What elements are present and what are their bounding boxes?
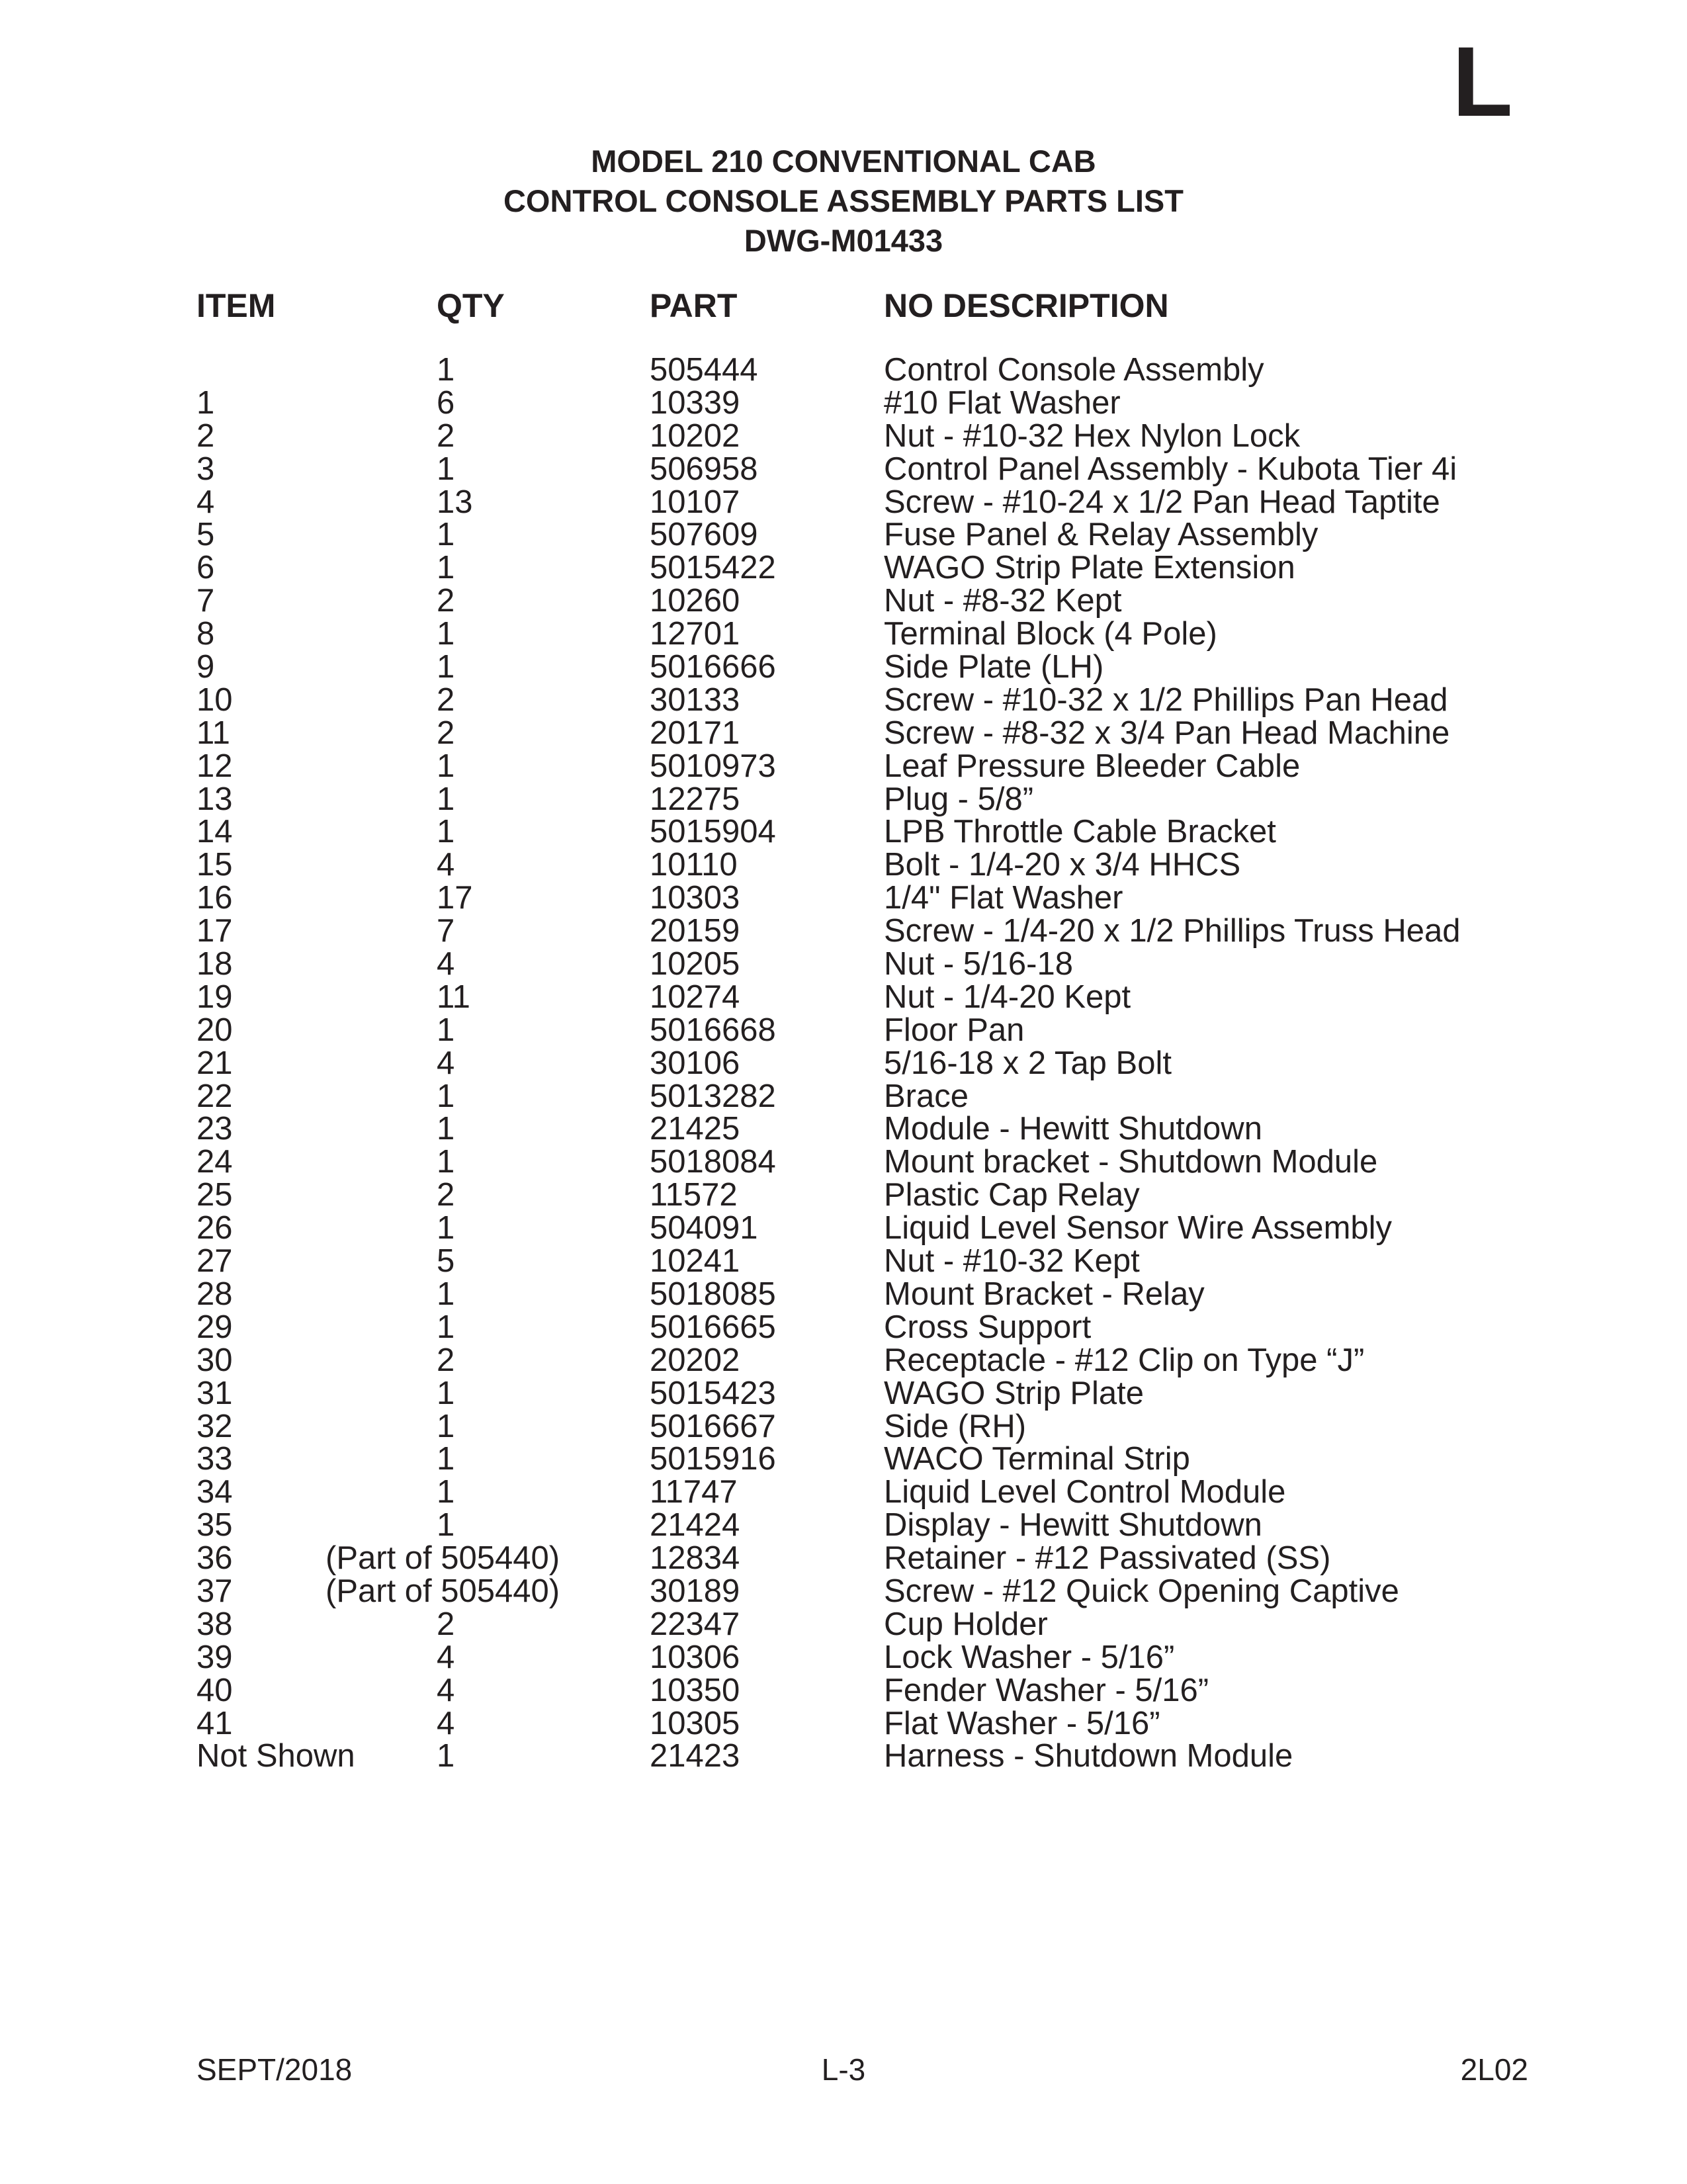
- item-cell: Not Shown: [196, 1738, 355, 1774]
- qty-cell: 1: [437, 748, 455, 784]
- description-cell: 1/4" Flat Washer: [884, 880, 1123, 916]
- qty-cell: 1: [437, 1210, 455, 1246]
- part-number-cell: 10339: [650, 384, 740, 421]
- table-row: [0, 849, 1687, 882]
- description-cell: Side (RH): [884, 1408, 1027, 1444]
- description-cell: Cross Support: [884, 1309, 1092, 1345]
- part-number-cell: 20202: [650, 1342, 740, 1378]
- part-number-cell: 11572: [650, 1177, 738, 1213]
- table-row: [0, 1278, 1687, 1311]
- footer-date: SEPT/2018: [196, 2052, 353, 2087]
- description-cell: Control Panel Assembly - Kubota Tier 4i: [884, 451, 1457, 487]
- description-cell: Screw - #10-32 x 1/2 Phillips Pan Head: [884, 681, 1448, 718]
- part-number-cell: 5018084: [650, 1144, 776, 1180]
- item-cell: 14: [196, 814, 233, 850]
- table-row: [0, 519, 1687, 552]
- column-header-item: ITEM: [196, 287, 276, 324]
- item-cell: 25: [196, 1177, 233, 1213]
- item-cell: 30: [196, 1342, 233, 1378]
- item-cell: 22: [196, 1078, 233, 1114]
- part-number-cell: 10305: [650, 1705, 740, 1741]
- qty-cell: 7: [437, 913, 455, 949]
- qty-cell: 1: [437, 1408, 455, 1444]
- part-number-cell: 5016665: [650, 1309, 776, 1345]
- qty-cell: 1: [437, 451, 455, 487]
- table-row: [0, 750, 1687, 783]
- table-row: [0, 1705, 1687, 1741]
- qty-cell: 1: [437, 517, 455, 553]
- description-cell: Lock Washer - 5/16”: [884, 1639, 1175, 1675]
- table-row: [0, 585, 1687, 618]
- part-number-cell: 12275: [650, 781, 740, 817]
- part-number-cell: 10110: [650, 847, 738, 883]
- description-cell: 5/16-18 x 2 Tap Bolt: [884, 1045, 1172, 1081]
- item-cell: 38: [196, 1606, 233, 1642]
- table-row: [0, 816, 1687, 849]
- table-row: [0, 651, 1687, 684]
- part-number-cell: 5015916: [650, 1441, 776, 1477]
- footer-page-number: L-3: [821, 2052, 866, 2087]
- item-cell: 41: [196, 1705, 233, 1741]
- part-number-cell: 5015422: [650, 550, 776, 586]
- table-row: [0, 882, 1687, 915]
- description-cell: Module - Hewitt Shutdown: [884, 1111, 1262, 1147]
- table-row: [0, 486, 1687, 519]
- item-cell: 8: [196, 616, 215, 652]
- part-number-cell: 10260: [650, 583, 740, 619]
- qty-cell: 2: [437, 583, 455, 619]
- qty-cell: 1: [437, 1309, 455, 1345]
- item-cell: 32: [196, 1408, 233, 1444]
- qty-cell: 4: [437, 1639, 455, 1675]
- table-row: [0, 915, 1687, 948]
- part-number-cell: 20159: [650, 913, 740, 949]
- part-number-cell: 10107: [650, 484, 740, 520]
- qty-cell: 4: [437, 1705, 455, 1741]
- qty-cell: 2: [437, 1342, 455, 1378]
- description-cell: Mount Bracket - Relay: [884, 1276, 1205, 1312]
- item-cell: 17: [196, 913, 233, 949]
- description-cell: Plastic Cap Relay: [884, 1177, 1140, 1213]
- qty-cell: 4: [437, 847, 455, 883]
- part-number-cell: 30106: [650, 1045, 740, 1081]
- description-cell: Screw - #10-24 x 1/2 Pan Head Taptite: [884, 484, 1440, 520]
- item-cell: 36: [196, 1540, 233, 1577]
- item-cell: 18: [196, 946, 233, 983]
- part-number-cell: 12834: [650, 1540, 740, 1577]
- item-cell: 29: [196, 1309, 233, 1345]
- item-cell: 3: [196, 451, 215, 487]
- qty-cell: 1: [437, 1111, 455, 1147]
- qty-cell: 1: [437, 1507, 455, 1544]
- table-row: [0, 384, 1687, 421]
- qty-cell: 2: [437, 1177, 455, 1213]
- description-cell: Terminal Block (4 Pole): [884, 616, 1217, 652]
- table-row: [0, 354, 1687, 387]
- title-drawing-number: DWG-M01433: [744, 223, 943, 258]
- description-cell: WAGO Strip Plate: [884, 1375, 1145, 1411]
- table-row: [0, 1672, 1687, 1708]
- item-cell: 10: [196, 681, 233, 718]
- item-cell: 16: [196, 880, 233, 916]
- item-cell: 6: [196, 550, 215, 586]
- item-cell: 34: [196, 1474, 233, 1510]
- description-cell: Receptacle - #12 Clip on Type “J”: [884, 1342, 1365, 1378]
- part-number-cell: 10303: [650, 880, 740, 916]
- description-cell: Floor Pan: [884, 1012, 1025, 1048]
- qty-cell: 17: [437, 880, 473, 916]
- table-row: [0, 1146, 1687, 1179]
- qty-cell: 1: [437, 781, 455, 817]
- description-cell: Plug - 5/8”: [884, 781, 1034, 817]
- item-cell: 15: [196, 847, 233, 883]
- description-cell: Nut - 1/4-20 Kept: [884, 979, 1131, 1015]
- item-cell: 11: [196, 715, 230, 751]
- qty-cell: 4: [437, 1045, 455, 1081]
- description-cell: WACO Terminal Strip: [884, 1441, 1190, 1477]
- title-model: MODEL 210 CONVENTIONAL CAB: [591, 144, 1096, 179]
- part-number-cell: 30133: [650, 681, 740, 718]
- table-row: [0, 1344, 1687, 1377]
- qty-cell: 2: [437, 417, 455, 454]
- description-cell: Side Plate (LH): [884, 649, 1104, 685]
- parts-table: [0, 354, 1687, 1773]
- part-number-cell: 5016667: [650, 1408, 776, 1444]
- item-cell: 4: [196, 484, 215, 520]
- description-cell: Nut - #10-32 Hex Nylon Lock: [884, 417, 1301, 454]
- description-cell: Screw - 1/4-20 x 1/2 Phillips Truss Head: [884, 913, 1461, 949]
- table-row: [0, 1113, 1687, 1146]
- item-cell: 33: [196, 1441, 233, 1477]
- item-cell: 31: [196, 1375, 233, 1411]
- item-cell: 12: [196, 748, 233, 784]
- part-number-cell: 10350: [650, 1672, 740, 1708]
- table-row: [0, 1212, 1687, 1245]
- table-row: [0, 1377, 1687, 1411]
- item-cell: 39: [196, 1639, 233, 1675]
- description-cell: WAGO Strip Plate Extension: [884, 550, 1295, 586]
- table-row: [0, 618, 1687, 651]
- table-row: [0, 1740, 1687, 1773]
- qty-cell: 1: [437, 616, 455, 652]
- table-row: [0, 453, 1687, 486]
- qty-cell: 1: [437, 1474, 455, 1510]
- qty-cell: 1: [437, 1144, 455, 1180]
- table-row: [0, 1080, 1687, 1114]
- item-cell: 24: [196, 1144, 233, 1180]
- qty-cell: 1: [437, 1078, 455, 1114]
- table-row: [0, 717, 1687, 750]
- column-header-part: PART: [650, 287, 738, 324]
- table-row: [0, 1179, 1687, 1212]
- description-cell: Liquid Level Sensor Wire Assembly: [884, 1210, 1393, 1246]
- qty-cell: 1: [437, 1441, 455, 1477]
- description-cell: Fuse Panel & Relay Assembly: [884, 517, 1319, 553]
- table-row: [0, 1047, 1687, 1080]
- part-number-cell: 5015423: [650, 1375, 776, 1411]
- table-row: [0, 981, 1687, 1014]
- description-cell: Liquid Level Control Module: [884, 1474, 1286, 1510]
- qty-cell: 2: [437, 1606, 455, 1642]
- qty-cell: 6: [437, 384, 455, 421]
- qty-cell: 4: [437, 946, 455, 983]
- table-row: [0, 1608, 1687, 1641]
- qty-cell: 1: [437, 352, 455, 388]
- item-cell: 7: [196, 583, 215, 619]
- table-row: [0, 1014, 1687, 1047]
- item-cell: 2: [196, 417, 215, 454]
- item-cell: 13: [196, 781, 233, 817]
- qty-cell: 13: [437, 484, 473, 520]
- part-number-cell: 21424: [650, 1507, 740, 1544]
- description-cell: Retainer - #12 Passivated (SS): [884, 1540, 1331, 1577]
- qty-cell: (Part of 505440): [325, 1573, 560, 1609]
- table-row: [0, 681, 1687, 718]
- item-cell: 5: [196, 517, 215, 553]
- description-cell: Nut - #8-32 Kept: [884, 583, 1122, 619]
- part-number-cell: 5016668: [650, 1012, 776, 1048]
- part-number-cell: 30189: [650, 1573, 740, 1609]
- description-cell: Cup Holder: [884, 1606, 1048, 1642]
- part-number-cell: 22347: [650, 1606, 740, 1642]
- description-cell: Bolt - 1/4-20 x 3/4 HHCS: [884, 847, 1241, 883]
- item-cell: 1: [196, 384, 215, 421]
- table-row: [0, 552, 1687, 585]
- item-cell: 40: [196, 1672, 233, 1708]
- item-cell: 28: [196, 1276, 233, 1312]
- item-cell: 37: [196, 1573, 233, 1609]
- item-cell: 9: [196, 649, 215, 685]
- qty-cell: 1: [437, 1375, 455, 1411]
- description-cell: Harness - Shutdown Module: [884, 1738, 1293, 1774]
- qty-cell: 1: [437, 814, 455, 850]
- description-cell: LPB Throttle Cable Bracket: [884, 814, 1276, 850]
- qty-cell: 1: [437, 1276, 455, 1312]
- description-cell: Control Console Assembly: [884, 352, 1264, 388]
- qty-cell: 1: [437, 1012, 455, 1048]
- part-number-cell: 5018085: [650, 1276, 776, 1312]
- qty-cell: (Part of 505440): [325, 1540, 560, 1577]
- title-parts-list: CONTROL CONSOLE ASSEMBLY PARTS LIST: [503, 183, 1184, 218]
- item-cell: 21: [196, 1045, 233, 1081]
- description-cell: Nut - 5/16-18: [884, 946, 1073, 983]
- qty-cell: 4: [437, 1672, 455, 1708]
- item-cell: 27: [196, 1243, 233, 1280]
- part-number-cell: 10241: [650, 1243, 740, 1280]
- qty-cell: 2: [437, 715, 455, 751]
- description-cell: Screw - #8-32 x 3/4 Pan Head Machine: [884, 715, 1450, 751]
- column-header-qty: QTY: [437, 287, 505, 324]
- table-row: [0, 1476, 1687, 1509]
- part-number-cell: 5015904: [650, 814, 776, 850]
- table-row: [0, 1641, 1687, 1675]
- table-row: [0, 1443, 1687, 1476]
- part-number-cell: 507609: [650, 517, 758, 553]
- table-row: [0, 1509, 1687, 1542]
- part-number-cell: 504091: [650, 1210, 758, 1246]
- part-number-cell: 5010973: [650, 748, 776, 784]
- description-cell: Flat Washer - 5/16”: [884, 1705, 1160, 1741]
- part-number-cell: 10205: [650, 946, 740, 983]
- part-number-cell: 21423: [650, 1738, 740, 1774]
- table-row: [0, 417, 1687, 454]
- part-number-cell: 10274: [650, 979, 740, 1015]
- part-number-cell: 506958: [650, 451, 758, 487]
- table-row: [0, 1542, 1687, 1575]
- section-letter: L: [1452, 26, 1513, 137]
- qty-cell: 1: [437, 649, 455, 685]
- item-cell: 35: [196, 1507, 233, 1544]
- part-number-cell: 10306: [650, 1639, 740, 1675]
- part-number-cell: 10202: [650, 417, 740, 454]
- part-number-cell: 12701: [650, 616, 740, 652]
- column-header-description: NO DESCRIPTION: [884, 287, 1169, 324]
- part-number-cell: 505444: [650, 352, 758, 388]
- qty-cell: 1: [437, 550, 455, 586]
- table-row: [0, 1245, 1687, 1278]
- qty-cell: 11: [437, 979, 470, 1015]
- item-cell: 26: [196, 1210, 233, 1246]
- description-cell: Leaf Pressure Bleeder Cable: [884, 748, 1301, 784]
- footer-code: 2L02: [1460, 2052, 1528, 2087]
- part-number-cell: 20171: [650, 715, 740, 751]
- table-row: [0, 1408, 1687, 1444]
- description-cell: Screw - #12 Quick Opening Captive: [884, 1573, 1399, 1609]
- description-cell: Nut - #10-32 Kept: [884, 1243, 1140, 1280]
- part-number-cell: 21425: [650, 1111, 740, 1147]
- item-cell: 20: [196, 1012, 233, 1048]
- table-row: [0, 783, 1687, 816]
- table-row: [0, 1575, 1687, 1608]
- part-number-cell: 5013282: [650, 1078, 776, 1114]
- qty-cell: 5: [437, 1243, 455, 1280]
- page-title: [0, 142, 1687, 261]
- description-cell: Brace: [884, 1078, 969, 1114]
- description-cell: Display - Hewitt Shutdown: [884, 1507, 1262, 1544]
- part-number-cell: 5016666: [650, 649, 776, 685]
- part-number-cell: 11747: [650, 1474, 738, 1510]
- table-row: [0, 948, 1687, 981]
- description-cell: #10 Flat Washer: [884, 384, 1121, 421]
- qty-cell: 1: [437, 1738, 455, 1774]
- item-cell: 19: [196, 979, 233, 1015]
- item-cell: 23: [196, 1111, 233, 1147]
- description-cell: Fender Washer - 5/16”: [884, 1672, 1209, 1708]
- table-row: [0, 1311, 1687, 1344]
- description-cell: Mount bracket - Shutdown Module: [884, 1144, 1378, 1180]
- qty-cell: 2: [437, 681, 455, 718]
